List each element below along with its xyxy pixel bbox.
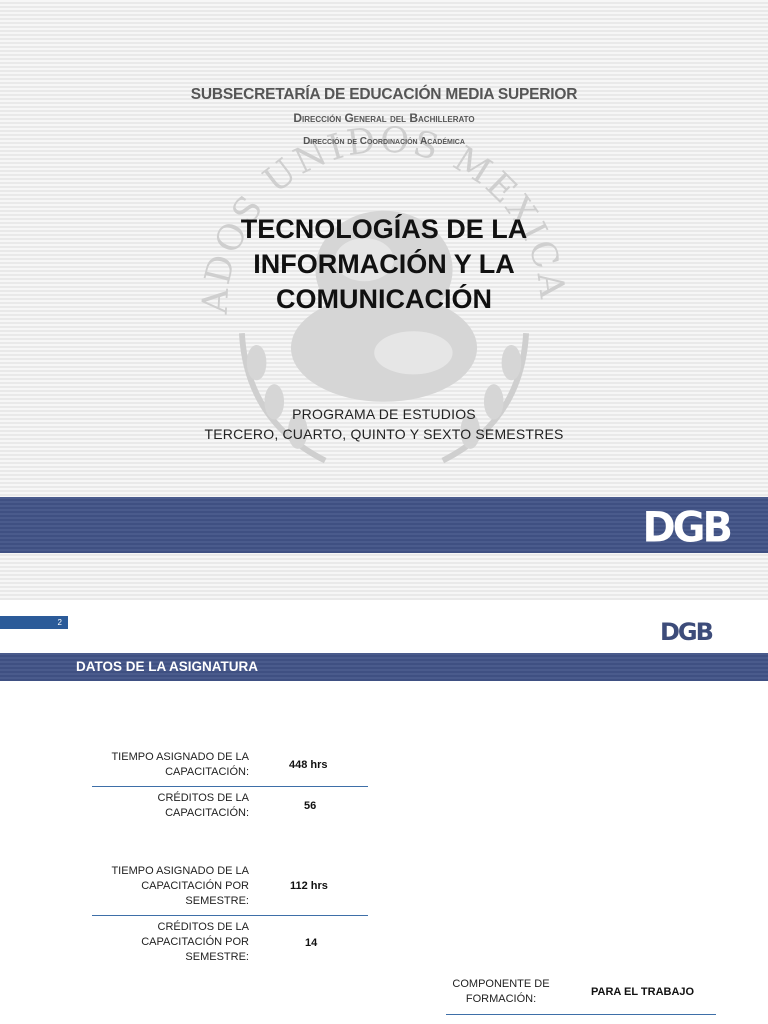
header-direccion-coordinacion: Dirección de Coordinación Académica: [303, 136, 465, 147]
program-label: PROGRAMA DE ESTUDIOS: [292, 406, 476, 422]
field-divider: [446, 1014, 716, 1015]
svg-text:ESTADOS UNIDOS MEXICANOS: ADOS UNIDOS MEXICA: [194, 119, 574, 315]
document-title: [0, 212, 768, 317]
label-line: CAPACITACIÓN:: [165, 807, 249, 819]
semesters-label: TERCERO, CUARTO, QUINTO Y SEXTO SEMESTRES: [204, 426, 564, 442]
field-label-creditos-capacitacion: [92, 791, 249, 821]
field-value-tiempo-semestre: 112 hrs: [290, 880, 328, 892]
title-line: TECNOLOGÍAS DE LA: [240, 214, 528, 244]
field-value-creditos-semestre: 14: [305, 937, 318, 949]
title-line: INFORMACIÓN Y LA: [253, 249, 515, 279]
label-line: TIEMPO ASIGNADO DE LA: [111, 865, 249, 877]
section-title: DATOS DE LA ASIGNATURA: [76, 659, 258, 674]
field-label-creditos-semestre: [92, 920, 249, 965]
field-label-tiempo-semestre: [92, 864, 249, 909]
label-line: CAPACITACIÓN:: [165, 766, 249, 778]
label-line: TIEMPO ASIGNADO DE LA: [111, 751, 249, 763]
dgb-logo: DGB: [642, 503, 730, 553]
field-label-tiempo-capacitacion: [92, 750, 249, 780]
label-line: FORMACIÓN:: [465, 993, 537, 1005]
header-subsecretaria: SUBSECRETARÍA DE EDUCACIÓN MEDIA SUPERIOR: [190, 86, 578, 103]
field-value-componente: PARA EL TRABAJO: [591, 986, 695, 998]
title-line: COMUNICACIÓN: [276, 284, 492, 314]
label-line: CRÉDITOS DE LA: [157, 792, 249, 804]
label-line: SEMESTRE:: [185, 951, 249, 963]
label-line: SEMESTRE:: [185, 895, 249, 907]
label-line: CAPACITACIÓN POR: [141, 936, 249, 948]
field-value-creditos-capacitacion: 56: [304, 800, 317, 812]
field-divider: [92, 786, 368, 787]
field-divider: [92, 915, 368, 916]
page-number-badge: 2: [0, 616, 68, 629]
header-direccion-general: Dirección General del Bachillerato: [293, 111, 475, 125]
dgb-logo-small: DGB: [660, 618, 712, 646]
label-line: COMPONENTE DE: [452, 978, 550, 990]
label-line: CAPACITACIÓN POR: [141, 880, 249, 892]
field-value-tiempo-capacitacion: 448 hrs: [289, 759, 328, 771]
field-label-componente: [446, 977, 556, 1007]
label-line: CRÉDITOS DE LA: [157, 921, 249, 933]
